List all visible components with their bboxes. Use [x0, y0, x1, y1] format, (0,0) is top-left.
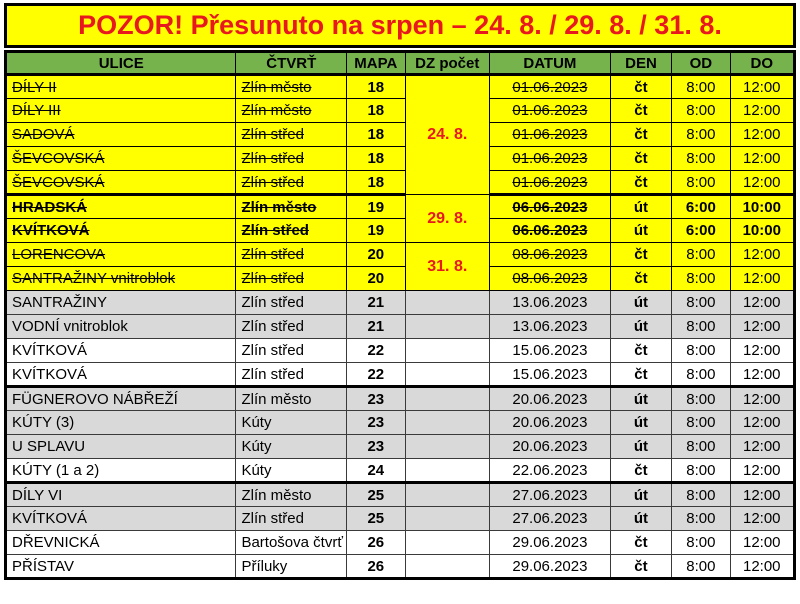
- day-cell: út: [610, 435, 671, 459]
- schedule-row: [6, 555, 795, 579]
- to-cell: 12:00: [730, 339, 794, 363]
- district-cell: Příluky: [236, 555, 347, 579]
- dz-count-cell: [405, 531, 490, 555]
- day-cell: út: [610, 291, 671, 315]
- schedule-section: [6, 291, 795, 579]
- from-cell: 8:00: [672, 339, 730, 363]
- from-cell: 6:00: [672, 219, 730, 243]
- day-cell: čt: [610, 531, 671, 555]
- from-cell: 8:00: [672, 123, 730, 147]
- map-cell: 25: [347, 507, 405, 531]
- schedule-row: [6, 507, 795, 531]
- schedule-row: [6, 291, 795, 315]
- to-cell: 12:00: [730, 267, 794, 291]
- street-cell: SANTRAŽINY vnitroblok: [6, 267, 236, 291]
- date-cell: 08.06.2023: [490, 243, 611, 267]
- date-cell: 27.06.2023: [490, 483, 611, 507]
- district-cell: Kúty: [236, 435, 347, 459]
- street-cell: DÍLY III: [6, 99, 236, 123]
- to-cell: 12:00: [730, 411, 794, 435]
- street-cell: KÚTY (1 a 2): [6, 459, 236, 483]
- to-cell: 12:00: [730, 315, 794, 339]
- district-cell: Zlín střed: [236, 243, 347, 267]
- postponed-row: [6, 195, 795, 219]
- dz-count-cell: [405, 363, 490, 387]
- street-cell: VODNÍ vnitroblok: [6, 315, 236, 339]
- table-header: [6, 52, 795, 75]
- schedule-row: [6, 531, 795, 555]
- from-cell: 8:00: [672, 99, 730, 123]
- header-ulice: ULICE: [6, 52, 236, 75]
- dz-count-cell: [405, 315, 490, 339]
- street-cell: DÍLY VI: [6, 483, 236, 507]
- day-cell: čt: [610, 147, 671, 171]
- map-cell: 26: [347, 555, 405, 579]
- from-cell: 8:00: [672, 267, 730, 291]
- district-cell: Zlín střed: [236, 315, 347, 339]
- warning-banner-text: POZOR! Přesunuto na srpen – 24. 8. / 29. 8. / 31. 8.: [78, 10, 722, 40]
- day-cell: út: [610, 219, 671, 243]
- district-cell: Bartošova čtvrť: [236, 531, 347, 555]
- to-cell: 12:00: [730, 507, 794, 531]
- map-cell: 24: [347, 459, 405, 483]
- date-cell: 22.06.2023: [490, 459, 611, 483]
- date-cell: 01.06.2023: [490, 123, 611, 147]
- street-cell: KÚTY (3): [6, 411, 236, 435]
- to-cell: 10:00: [730, 219, 794, 243]
- day-cell: út: [610, 411, 671, 435]
- to-cell: 12:00: [730, 531, 794, 555]
- date-cell: 13.06.2023: [490, 315, 611, 339]
- to-cell: 12:00: [730, 459, 794, 483]
- schedule-row: [6, 483, 795, 507]
- day-cell: čt: [610, 459, 671, 483]
- street-cell: LORENCOVA: [6, 243, 236, 267]
- header-do: DO: [730, 52, 794, 75]
- from-cell: 6:00: [672, 195, 730, 219]
- schedule-row: [6, 411, 795, 435]
- map-cell: 18: [347, 123, 405, 147]
- dz-count-cell: [405, 291, 490, 315]
- dz-count-cell: [405, 483, 490, 507]
- header-datum: DATUM: [490, 52, 611, 75]
- date-cell: 20.06.2023: [490, 411, 611, 435]
- postponed-row: [6, 99, 795, 123]
- day-cell: čt: [610, 267, 671, 291]
- to-cell: 12:00: [730, 483, 794, 507]
- street-cell: KVÍTKOVÁ: [6, 219, 236, 243]
- map-cell: 18: [347, 99, 405, 123]
- from-cell: 8:00: [672, 75, 730, 99]
- map-cell: 21: [347, 315, 405, 339]
- map-cell: 19: [347, 219, 405, 243]
- street-cell: KVÍTKOVÁ: [6, 507, 236, 531]
- header-ctvrt: ČTVRŤ: [236, 52, 347, 75]
- postponed-row: [6, 123, 795, 147]
- schedule-row: [6, 435, 795, 459]
- day-cell: čt: [610, 363, 671, 387]
- date-cell: 15.06.2023: [490, 363, 611, 387]
- date-cell: 01.06.2023: [490, 75, 611, 99]
- street-cell: SADOVÁ: [6, 123, 236, 147]
- district-cell: Zlín střed: [236, 267, 347, 291]
- map-cell: 18: [347, 171, 405, 195]
- street-cell: SANTRAŽINY: [6, 291, 236, 315]
- district-cell: Zlín střed: [236, 219, 347, 243]
- street-cell: KVÍTKOVÁ: [6, 363, 236, 387]
- date-cell: 06.06.2023: [490, 219, 611, 243]
- to-cell: 12:00: [730, 99, 794, 123]
- date-cell: 20.06.2023: [490, 435, 611, 459]
- from-cell: 8:00: [672, 363, 730, 387]
- from-cell: 8:00: [672, 555, 730, 579]
- day-cell: út: [610, 315, 671, 339]
- from-cell: 8:00: [672, 147, 730, 171]
- header-den: DEN: [610, 52, 671, 75]
- to-cell: 12:00: [730, 387, 794, 411]
- district-cell: Zlín město: [236, 75, 347, 99]
- to-cell: 12:00: [730, 147, 794, 171]
- map-cell: 23: [347, 411, 405, 435]
- header-dz-pocet: DZ počet: [405, 52, 490, 75]
- map-cell: 22: [347, 339, 405, 363]
- to-cell: 12:00: [730, 123, 794, 147]
- to-cell: 10:00: [730, 195, 794, 219]
- from-cell: 8:00: [672, 243, 730, 267]
- street-cell: DÍLY II: [6, 75, 236, 99]
- to-cell: 12:00: [730, 75, 794, 99]
- header-mapa: MAPA: [347, 52, 405, 75]
- day-cell: čt: [610, 339, 671, 363]
- district-cell: Zlín střed: [236, 363, 347, 387]
- map-cell: 18: [347, 147, 405, 171]
- header-row: [6, 52, 795, 75]
- map-cell: 23: [347, 435, 405, 459]
- map-cell: 18: [347, 75, 405, 99]
- map-cell: 26: [347, 531, 405, 555]
- postponed-row: [6, 147, 795, 171]
- map-cell: 25: [347, 483, 405, 507]
- from-cell: 8:00: [672, 171, 730, 195]
- postponed-section: [6, 75, 795, 291]
- day-cell: čt: [610, 123, 671, 147]
- day-cell: čt: [610, 555, 671, 579]
- to-cell: 12:00: [730, 243, 794, 267]
- day-cell: čt: [610, 243, 671, 267]
- dz-count-cell: [405, 411, 490, 435]
- district-cell: Zlín střed: [236, 291, 347, 315]
- district-cell: Zlín město: [236, 99, 347, 123]
- cleaning-schedule-table: [4, 50, 796, 580]
- schedule-row: [6, 387, 795, 411]
- from-cell: 8:00: [672, 459, 730, 483]
- district-cell: Zlín střed: [236, 339, 347, 363]
- postponed-row: [6, 243, 795, 267]
- dz-count-cell: [405, 435, 490, 459]
- from-cell: 8:00: [672, 291, 730, 315]
- header-od: OD: [672, 52, 730, 75]
- district-cell: Kúty: [236, 459, 347, 483]
- date-cell: 13.06.2023: [490, 291, 611, 315]
- district-cell: Zlín město: [236, 483, 347, 507]
- from-cell: 8:00: [672, 387, 730, 411]
- from-cell: 8:00: [672, 507, 730, 531]
- postponed-row: [6, 267, 795, 291]
- street-cell: ŠEVCOVSKÁ: [6, 147, 236, 171]
- day-cell: út: [610, 507, 671, 531]
- district-cell: Zlín město: [236, 195, 347, 219]
- date-cell: 01.06.2023: [490, 171, 611, 195]
- district-cell: Zlín střed: [236, 171, 347, 195]
- district-cell: Zlín střed: [236, 147, 347, 171]
- street-cell: KVÍTKOVÁ: [6, 339, 236, 363]
- date-cell: 20.06.2023: [490, 387, 611, 411]
- date-cell: 01.06.2023: [490, 147, 611, 171]
- map-cell: 21: [347, 291, 405, 315]
- warning-banner: [4, 3, 796, 48]
- street-cell: FÜGNEROVO NÁBŘEŽÍ: [6, 387, 236, 411]
- dz-count-cell: [405, 459, 490, 483]
- date-cell: 29.06.2023: [490, 555, 611, 579]
- district-cell: Zlín město: [236, 387, 347, 411]
- to-cell: 12:00: [730, 435, 794, 459]
- postponed-row: [6, 171, 795, 195]
- to-cell: 12:00: [730, 171, 794, 195]
- day-cell: čt: [610, 171, 671, 195]
- district-cell: Zlín střed: [236, 123, 347, 147]
- from-cell: 8:00: [672, 315, 730, 339]
- street-cell: DŘEVNICKÁ: [6, 531, 236, 555]
- district-cell: Zlín střed: [236, 507, 347, 531]
- day-cell: čt: [610, 99, 671, 123]
- map-cell: 19: [347, 195, 405, 219]
- august-date-cell: 29. 8.: [405, 195, 490, 243]
- date-cell: 27.06.2023: [490, 507, 611, 531]
- street-cell: ŠEVCOVSKÁ: [6, 171, 236, 195]
- from-cell: 8:00: [672, 483, 730, 507]
- map-cell: 20: [347, 267, 405, 291]
- date-cell: 29.06.2023: [490, 531, 611, 555]
- day-cell: čt: [610, 75, 671, 99]
- august-date-cell: 24. 8.: [405, 75, 490, 195]
- street-cell: PŘÍSTAV: [6, 555, 236, 579]
- dz-count-cell: [405, 339, 490, 363]
- map-cell: 20: [347, 243, 405, 267]
- date-cell: 15.06.2023: [490, 339, 611, 363]
- to-cell: 12:00: [730, 555, 794, 579]
- dz-count-cell: [405, 387, 490, 411]
- from-cell: 8:00: [672, 411, 730, 435]
- date-cell: 08.06.2023: [490, 267, 611, 291]
- postponed-row: [6, 75, 795, 99]
- date-cell: 01.06.2023: [490, 99, 611, 123]
- day-cell: út: [610, 483, 671, 507]
- postponed-row: [6, 219, 795, 243]
- dz-count-cell: [405, 555, 490, 579]
- map-cell: 23: [347, 387, 405, 411]
- schedule-row: [6, 363, 795, 387]
- date-cell: 06.06.2023: [490, 195, 611, 219]
- from-cell: 8:00: [672, 435, 730, 459]
- schedule-row: [6, 339, 795, 363]
- street-cell: U SPLAVU: [6, 435, 236, 459]
- schedule-row: [6, 315, 795, 339]
- schedule-row: [6, 459, 795, 483]
- august-date-cell: 31. 8.: [405, 243, 490, 291]
- day-cell: út: [610, 387, 671, 411]
- from-cell: 8:00: [672, 531, 730, 555]
- district-cell: Kúty: [236, 411, 347, 435]
- to-cell: 12:00: [730, 291, 794, 315]
- dz-count-cell: [405, 507, 490, 531]
- to-cell: 12:00: [730, 363, 794, 387]
- map-cell: 22: [347, 363, 405, 387]
- day-cell: út: [610, 195, 671, 219]
- street-cell: HRADSKÁ: [6, 195, 236, 219]
